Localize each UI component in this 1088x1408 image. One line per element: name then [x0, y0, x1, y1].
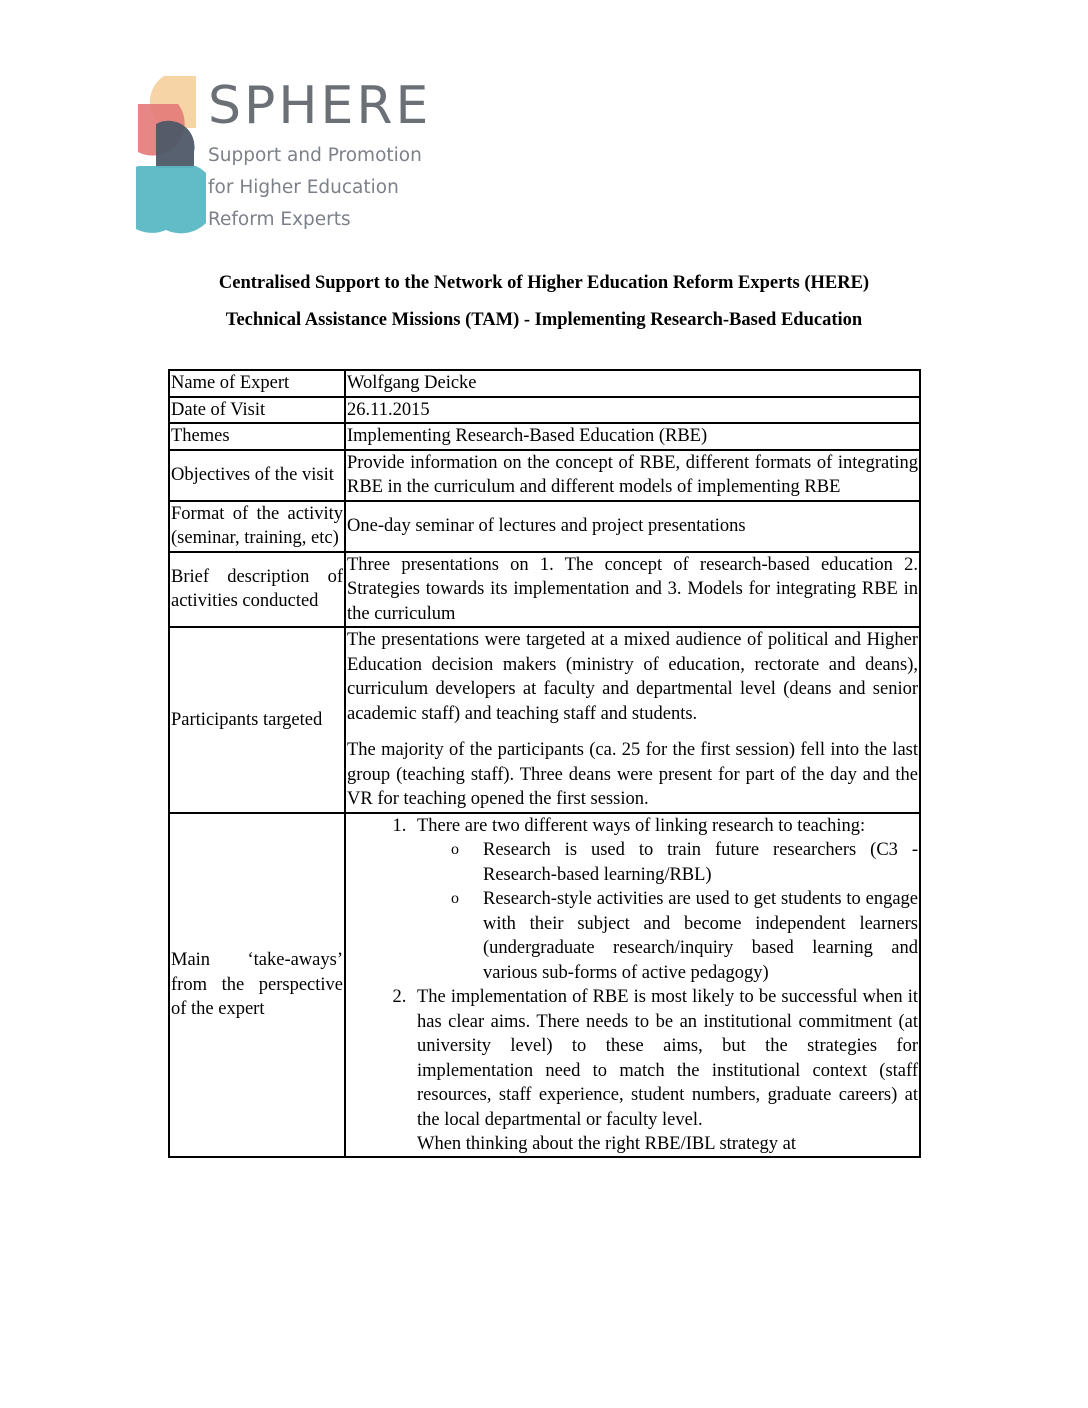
row-value: Implementing Research-Based Education (RBE)	[345, 423, 920, 450]
document-title: Centralised Support to the Network of Higher Education Reform Experts (HERE)	[218, 273, 870, 293]
logo-wordmark: SPHERE	[208, 76, 432, 136]
row-label: Participants targeted	[169, 627, 345, 813]
row-label: Format of the activity (seminar, training, etc)	[169, 501, 345, 552]
row-value: Provide information on the concept of RBE, different formats of integrating RBE in the curriculum and different models of implementing RBE	[345, 450, 920, 501]
table-row	[169, 423, 920, 450]
table-row	[169, 397, 920, 424]
row-value: One-day seminar of lectures and project presentations	[345, 501, 920, 552]
row-label: Brief description of activities conducted	[169, 552, 345, 628]
list-item	[411, 814, 918, 986]
row-value: 26.11.2015	[345, 397, 920, 424]
table-row	[169, 501, 920, 552]
mission-report-table	[168, 369, 921, 1158]
row-value	[345, 813, 920, 1158]
takeaways-list	[347, 814, 918, 1157]
row-value	[345, 627, 920, 813]
sphere-logo-mark-icon	[136, 74, 206, 234]
row-label: Name of Expert	[169, 370, 345, 397]
row-label: Themes	[169, 423, 345, 450]
sub-list	[417, 838, 918, 985]
row-value: Three presentations on 1. The concept of research-based education 2. Strategies towards its implementation and 3. Models for integrating RBE in the curriculum	[345, 552, 920, 628]
document-subtitle: Technical Assistance Missions (TAM) - Implementing Research-Based Education	[225, 310, 863, 330]
row-label: Date of Visit	[169, 397, 345, 424]
table-row	[169, 627, 920, 813]
table-row	[169, 450, 920, 501]
takeaway-text: There are two different ways of linking research to teaching:	[417, 815, 866, 836]
list-item: 3. When thinking about the right RBE/IBL strategy at	[411, 1132, 918, 1156]
sub-list-item: o Research-style activities are used to get students to engage with their subject and become independent learners (undergraduate research/inquiry based learning and various sub-forms of active pedagogy)	[481, 887, 918, 985]
logo-subtitle-line: for Higher Education	[208, 177, 399, 198]
logo-subtitle	[208, 140, 422, 236]
row-label: Main ‘take-aways’ from the perspective of the expert	[169, 813, 345, 1158]
participants-paragraph: The presentations were targeted at a mixed audience of political and Higher Education decision makers (ministry of education, rectorate and deans), curriculum developers at faculty and departmental level (deans and senior academic staff) and teaching staff and students.	[347, 630, 918, 724]
logo-subtitle-line: Support and Promotion	[208, 145, 422, 166]
list-item: 2. The implementation of RBE is most likely to be successful when it has clear aims. There needs to be an institutional commitment (at university level) to these aims, but the strategies for implementation need to match the institutional context (staff resources, staff experience, student numbers, graduate careers) at the local departmental or faculty level.	[411, 985, 918, 1132]
table-row	[169, 813, 920, 1158]
row-label: Objectives of the visit	[169, 450, 345, 501]
sub-list-item: o Research is used to train future researchers (C3 - Research-based learning/RBL)	[481, 838, 918, 887]
participants-paragraph: The majority of the participants (ca. 25 for the first session) fell into the last group (teaching staff). Three deans were present for part of the day and the VR for teaching opened the first session.	[347, 740, 918, 809]
table-row	[169, 370, 920, 397]
sphere-logo	[136, 74, 432, 234]
row-value: Wolfgang Deicke	[345, 370, 920, 397]
table-row	[169, 552, 920, 628]
logo-subtitle-line: Reform Experts	[208, 209, 351, 230]
